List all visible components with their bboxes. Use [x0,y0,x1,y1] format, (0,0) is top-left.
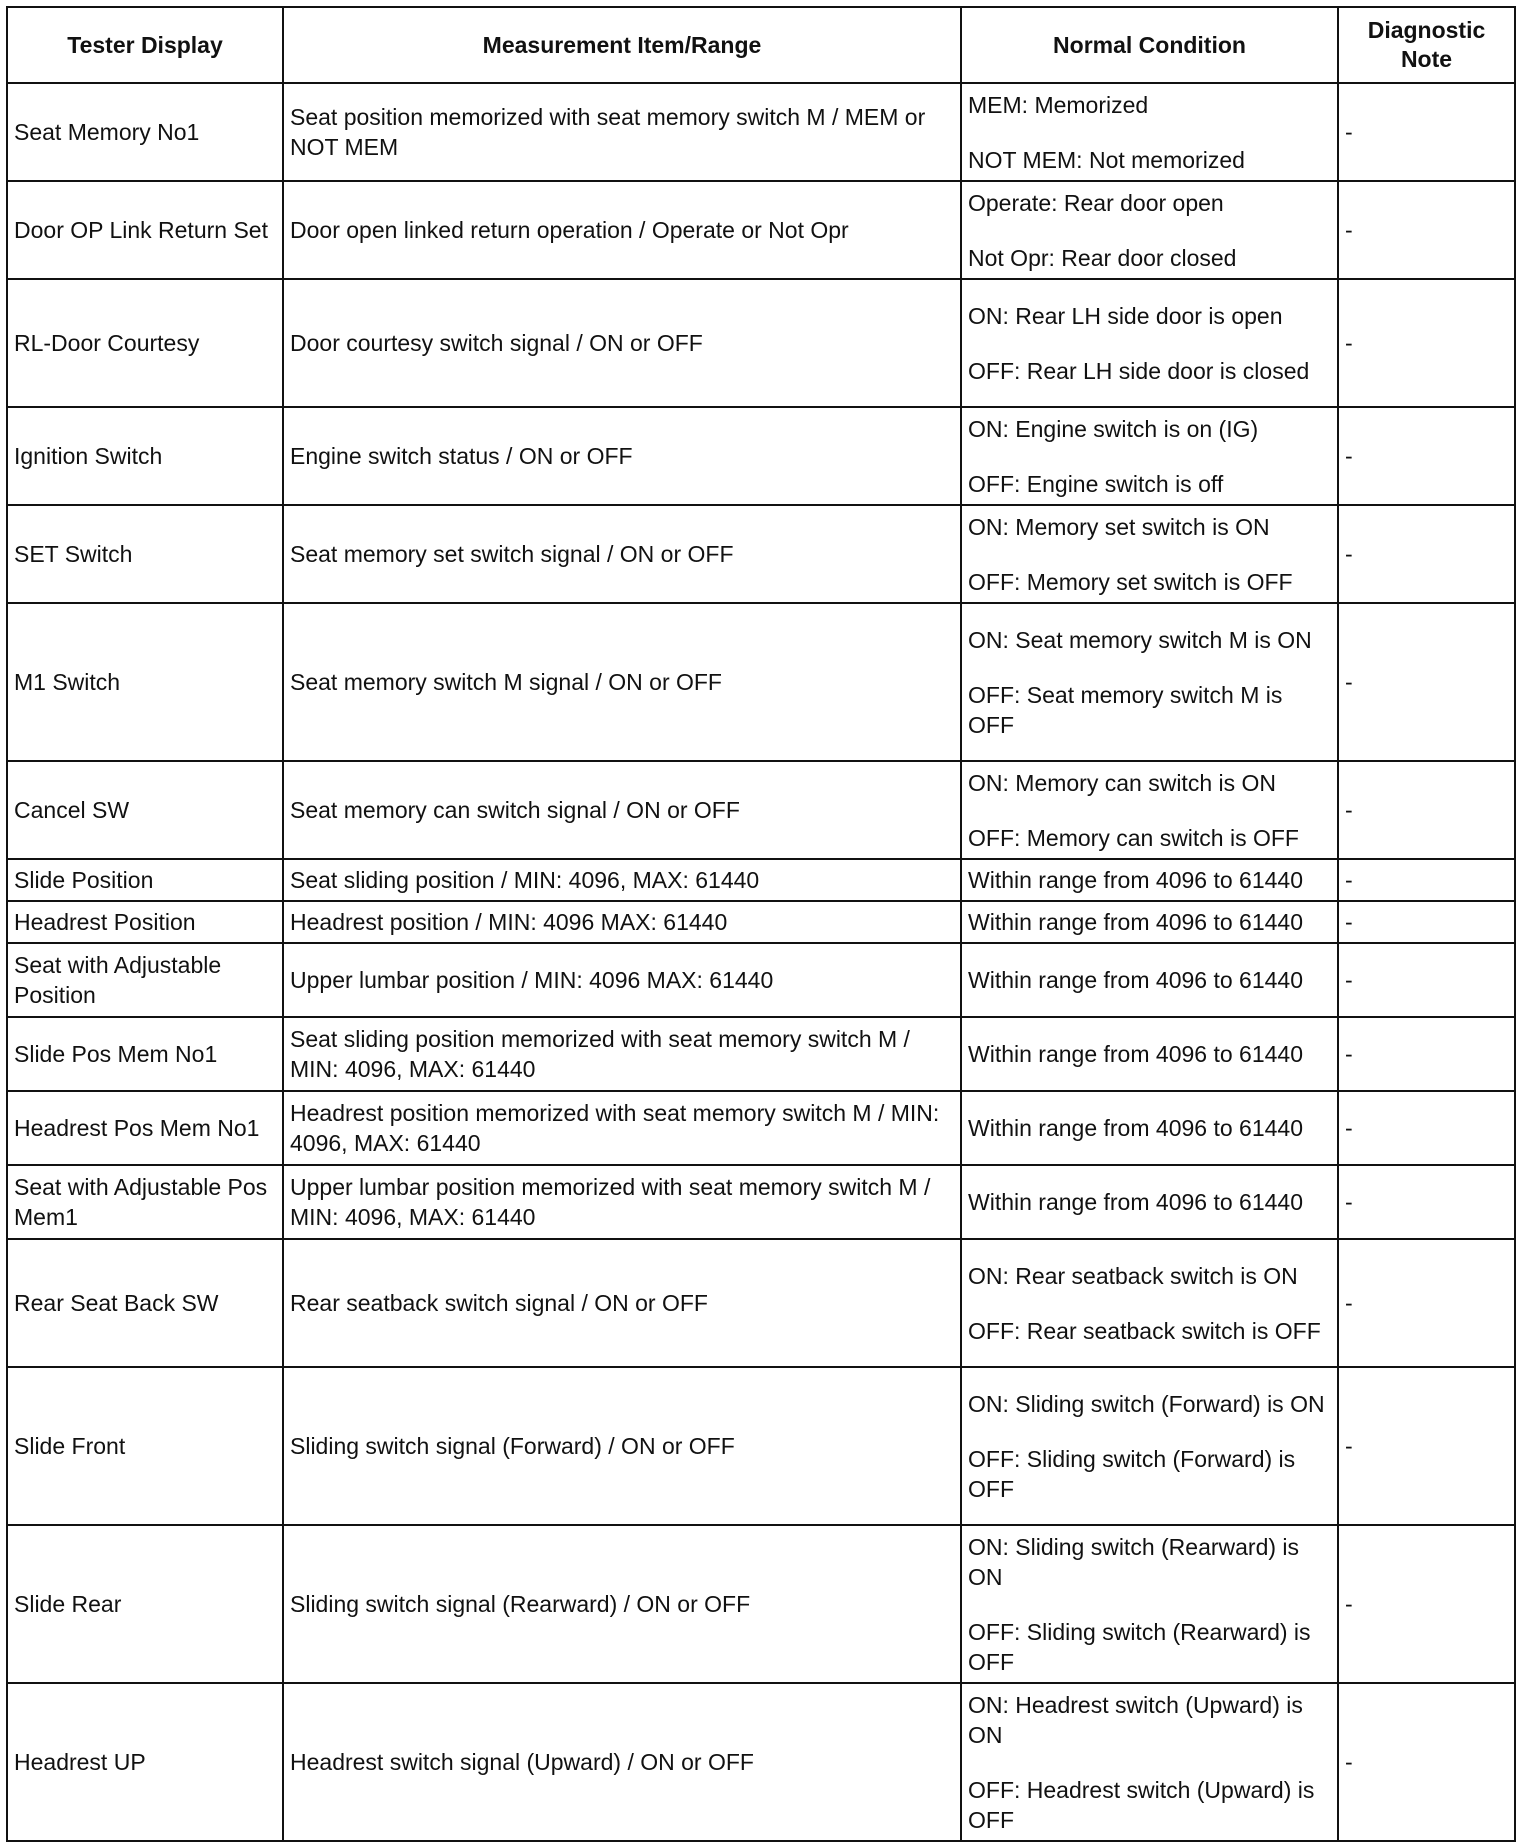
condition-line: OFF: Memory can switch is OFF [968,824,1299,851]
tester-display-cell: Slide Rear [7,1525,283,1683]
table-row [7,1091,1515,1165]
table-row [7,407,1515,505]
tester-display-cell: Seat Memory No1 [7,83,283,181]
tester-display-cell: Slide Position [7,859,283,901]
diagnostic-note-cell: - [1338,505,1515,603]
condition-line: OFF: Engine switch is off [968,470,1224,497]
condition-line: Operate: Rear door open [968,189,1224,216]
normal-condition-cell [961,901,1338,943]
header-measurement-item: Measurement Item/Range [283,7,961,83]
diagnostic-note-cell: - [1338,859,1515,901]
table-row [7,1683,1515,1841]
condition-line: ON: Headrest switch (Upward) is ON [968,1691,1303,1748]
table-row [7,1367,1515,1525]
condition-line: NOT MEM: Not memorized [968,146,1245,173]
header-diagnostic-note: Diagnostic Note [1338,7,1515,83]
measurement-cell: Engine switch status / ON or OFF [283,407,961,505]
table-row [7,761,1515,859]
condition-line: OFF: Sliding switch (Forward) is OFF [968,1445,1296,1502]
table-header-row [7,7,1515,83]
tester-display-cell: Headrest Position [7,901,283,943]
condition-line: ON: Rear seatback switch is ON [968,1262,1298,1289]
measurement-cell: Seat position memorized with seat memory switch M / MEM or NOT MEM [283,83,961,181]
condition-line: ON: Memory set switch is ON [968,513,1270,540]
diagnostic-note-cell: - [1338,761,1515,859]
tester-display-cell: Seat with Adjustable Pos Mem1 [7,1165,283,1239]
condition-line: ON: Rear LH side door is open [968,302,1283,329]
measurement-cell: Seat sliding position / MIN: 4096, MAX: 61440 [283,859,961,901]
tester-display-cell: Headrest Pos Mem No1 [7,1091,283,1165]
diagnostic-data-table [6,6,1516,1842]
condition-line: OFF: Headrest switch (Upward) is OFF [968,1776,1315,1833]
condition-line: ON: Memory can switch is ON [968,769,1276,796]
measurement-cell: Sliding switch signal (Forward) / ON or OFF [283,1367,961,1525]
measurement-cell: Seat memory set switch signal / ON or OFF [283,505,961,603]
table-row [7,1239,1515,1367]
diagnostic-note-cell: - [1338,181,1515,279]
diagnostic-note-cell: - [1338,901,1515,943]
measurement-cell: Door courtesy switch signal / ON or OFF [283,279,961,407]
normal-condition-cell [961,859,1338,901]
tester-display-cell: Slide Front [7,1367,283,1525]
normal-condition-cell [961,1239,1338,1367]
normal-condition-cell [961,505,1338,603]
normal-condition-cell [961,1683,1338,1841]
tester-display-cell: Slide Pos Mem No1 [7,1017,283,1091]
measurement-cell: Seat sliding position memorized with seat memory switch M / MIN: 4096, MAX: 61440 [283,1017,961,1091]
tester-display-cell: Headrest UP [7,1683,283,1841]
normal-condition-cell [961,761,1338,859]
diagnostic-note-cell: - [1338,1017,1515,1091]
table-row [7,1165,1515,1239]
condition-line: OFF: Rear seatback switch is OFF [968,1317,1321,1344]
measurement-cell: Headrest position memorized with seat memory switch M / MIN: 4096, MAX: 61440 [283,1091,961,1165]
condition-line: ON: Seat memory switch M is ON [968,626,1312,653]
table-row [7,279,1515,407]
measurement-cell: Headrest position / MIN: 4096 MAX: 61440 [283,901,961,943]
table-row [7,603,1515,761]
tester-display-cell: Ignition Switch [7,407,283,505]
condition-line: MEM: Memorized [968,91,1149,118]
normal-condition-cell [961,83,1338,181]
diagnostic-note-cell: - [1338,603,1515,761]
condition-line: Within range from 4096 to 61440 [968,867,1303,893]
condition-line: OFF: Sliding switch (Rearward) is OFF [968,1618,1311,1675]
condition-line: ON: Engine switch is on (IG) [968,415,1259,442]
table-row [7,1017,1515,1091]
diagnostic-note-cell: - [1338,1525,1515,1683]
normal-condition-cell [961,1367,1338,1525]
table-row [7,943,1515,1017]
normal-condition-cell [961,943,1338,1017]
measurement-cell: Seat memory switch M signal / ON or OFF [283,603,961,761]
condition-line: ON: Sliding switch (Rearward) is ON [968,1533,1300,1590]
condition-line: OFF: Seat memory switch M is OFF [968,681,1283,738]
condition-line: ON: Sliding switch (Forward) is ON [968,1390,1325,1417]
tester-display-cell: Cancel SW [7,761,283,859]
diagnostic-note-cell: - [1338,407,1515,505]
diagnostic-note-cell: - [1338,1683,1515,1841]
normal-condition-cell [961,1017,1338,1091]
header-tester-display: Tester Display [7,7,283,83]
condition-line: Within range from 4096 to 61440 [968,1041,1303,1067]
diagnostic-note-cell: - [1338,279,1515,407]
table-row [7,901,1515,943]
condition-line: Within range from 4096 to 61440 [968,1189,1303,1215]
tester-display-cell: Rear Seat Back SW [7,1239,283,1367]
condition-line: Within range from 4096 to 61440 [968,967,1303,993]
table-row [7,859,1515,901]
normal-condition-cell [961,1525,1338,1683]
measurement-cell: Upper lumbar position / MIN: 4096 MAX: 61440 [283,943,961,1017]
normal-condition-cell [961,279,1338,407]
diagnostic-note-cell: - [1338,1367,1515,1525]
condition-line: OFF: Memory set switch is OFF [968,568,1293,595]
measurement-cell: Rear seatback switch signal / ON or OFF [283,1239,961,1367]
table-body [7,83,1515,1841]
table-row [7,505,1515,603]
diagnostic-note-cell: - [1338,1165,1515,1239]
normal-condition-cell [961,1165,1338,1239]
tester-display-cell: Seat with Adjustable Position [7,943,283,1017]
diagnostic-note-cell: - [1338,1091,1515,1165]
condition-line: Within range from 4096 to 61440 [968,909,1303,935]
header-normal-condition: Normal Condition [961,7,1338,83]
measurement-cell: Headrest switch signal (Upward) / ON or OFF [283,1683,961,1841]
measurement-cell: Door open linked return operation / Operate or Not Opr [283,181,961,279]
tester-display-cell: RL-Door Courtesy [7,279,283,407]
normal-condition-cell [961,1091,1338,1165]
tester-display-cell: M1 Switch [7,603,283,761]
normal-condition-cell [961,603,1338,761]
normal-condition-cell [961,181,1338,279]
table-row [7,83,1515,181]
condition-line: Within range from 4096 to 61440 [968,1115,1303,1141]
measurement-cell: Sliding switch signal (Rearward) / ON or OFF [283,1525,961,1683]
tester-display-cell: Door OP Link Return Set [7,181,283,279]
measurement-cell: Upper lumbar position memorized with seat memory switch M / MIN: 4096, MAX: 61440 [283,1165,961,1239]
normal-condition-cell [961,407,1338,505]
table-row [7,1525,1515,1683]
diagnostic-note-cell: - [1338,1239,1515,1367]
measurement-cell: Seat memory can switch signal / ON or OFF [283,761,961,859]
tester-display-cell: SET Switch [7,505,283,603]
condition-line: Not Opr: Rear door closed [968,244,1237,271]
condition-line: OFF: Rear LH side door is closed [968,357,1310,384]
diagnostic-note-cell: - [1338,83,1515,181]
diagnostic-note-cell: - [1338,943,1515,1017]
table-row [7,181,1515,279]
